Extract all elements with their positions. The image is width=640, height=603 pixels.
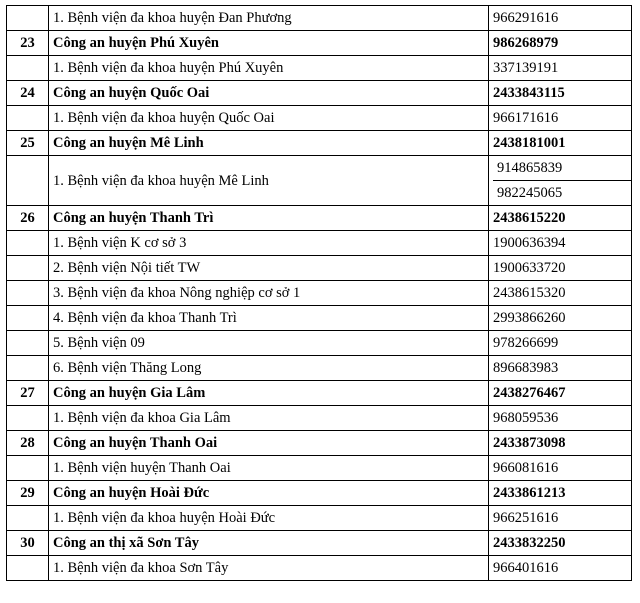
- phone-number: 2433861213: [489, 481, 632, 506]
- phone-number: 914865839: [497, 160, 563, 176]
- hospital-row: [7, 331, 632, 356]
- row-number: [7, 106, 49, 131]
- row-number: [7, 306, 49, 331]
- phone-number: 2438181001: [489, 131, 632, 156]
- hospital-name: 1. Bệnh viện K cơ sở 3: [49, 231, 489, 256]
- hospital-name: 1. Bệnh viện đa khoa Gia Lâm: [49, 406, 489, 431]
- phone-number: 2438615320: [489, 281, 632, 306]
- row-number: 30: [7, 531, 49, 556]
- hospital-name: 2. Bệnh viện Nội tiết TW: [49, 256, 489, 281]
- phone-number: 966171616: [489, 106, 632, 131]
- police-station-row: [7, 431, 632, 456]
- phone-number: 966291616: [489, 6, 632, 31]
- hospital-row: [7, 306, 632, 331]
- police-station-name: Công an huyện Mê Linh: [49, 131, 489, 156]
- row-number: [7, 506, 49, 531]
- phone-number: 2438615220: [489, 206, 632, 231]
- row-number: [7, 231, 49, 256]
- hospital-name: 5. Bệnh viện 09: [49, 331, 489, 356]
- phone-list: [493, 156, 631, 205]
- hospital-row: [7, 356, 632, 381]
- police-station-row: [7, 381, 632, 406]
- row-number: 24: [7, 81, 49, 106]
- hospital-row: [7, 231, 632, 256]
- hospital-name: 3. Bệnh viện đa khoa Nông nghiệp cơ sở 1: [49, 281, 489, 306]
- hospital-name: 1. Bệnh viện đa khoa huyện Phú Xuyên: [49, 56, 489, 81]
- row-number: 28: [7, 431, 49, 456]
- hospital-name: 1. Bệnh viện đa khoa huyện Mê Linh: [49, 156, 489, 206]
- hospital-name: 4. Bệnh viện đa khoa Thanh Trì: [49, 306, 489, 331]
- hospital-row: [7, 256, 632, 281]
- police-station-name: Công an huyện Phú Xuyên: [49, 31, 489, 56]
- contact-table-body: [7, 6, 632, 581]
- hospital-name: 6. Bệnh viện Thăng Long: [49, 356, 489, 381]
- hospital-row: [7, 556, 632, 581]
- phone-cell-multi: [489, 156, 632, 206]
- phone-number: 337139191: [489, 56, 632, 81]
- phone-number: 2433843115: [489, 81, 632, 106]
- phone-number: 968059536: [489, 406, 632, 431]
- hospital-row: [7, 506, 632, 531]
- row-number: [7, 156, 49, 206]
- phone-number: 2433832250: [489, 531, 632, 556]
- hospital-row: [7, 156, 632, 206]
- hospital-name: 1. Bệnh viện huyện Thanh Oai: [49, 456, 489, 481]
- phone-number: 978266699: [489, 331, 632, 356]
- row-number: [7, 556, 49, 581]
- phone-number: 966081616: [489, 456, 632, 481]
- row-number: [7, 281, 49, 306]
- row-number: [7, 356, 49, 381]
- hospital-row: [7, 6, 632, 31]
- hospital-name: 1. Bệnh viện đa khoa huyện Đan Phương: [49, 6, 489, 31]
- hospital-row: [7, 281, 632, 306]
- police-station-row: [7, 531, 632, 556]
- row-number: [7, 256, 49, 281]
- phone-number: 966401616: [489, 556, 632, 581]
- hospital-name: 1. Bệnh viện đa khoa huyện Hoài Đức: [49, 506, 489, 531]
- row-number: [7, 6, 49, 31]
- phone-number: 1900633720: [489, 256, 632, 281]
- phone-number: 982245065: [493, 180, 631, 205]
- hospital-row: [7, 106, 632, 131]
- police-station-row: [7, 81, 632, 106]
- phone-number: 2433873098: [489, 431, 632, 456]
- row-number: [7, 456, 49, 481]
- hospital-row: [7, 406, 632, 431]
- police-station-row: [7, 481, 632, 506]
- phone-number: 2993866260: [489, 306, 632, 331]
- police-station-name: Công an huyện Thanh Trì: [49, 206, 489, 231]
- phone-number: 2438276467: [489, 381, 632, 406]
- phone-number: 966251616: [489, 506, 632, 531]
- row-number: [7, 406, 49, 431]
- hospital-row: [7, 456, 632, 481]
- police-station-name: Công an thị xã Sơn Tây: [49, 531, 489, 556]
- police-station-name: Công an huyện Thanh Oai: [49, 431, 489, 456]
- phone-number: 986268979: [489, 31, 632, 56]
- row-number: 26: [7, 206, 49, 231]
- contact-table: [6, 5, 632, 581]
- phone-number: 896683983: [489, 356, 632, 381]
- row-number: [7, 56, 49, 81]
- police-station-row: [7, 31, 632, 56]
- police-station-name: Công an huyện Gia Lâm: [49, 381, 489, 406]
- hospital-row: [7, 56, 632, 81]
- phone-number: 1900636394: [489, 231, 632, 256]
- row-number: 29: [7, 481, 49, 506]
- hospital-name: 1. Bệnh viện đa khoa huyện Quốc Oai: [49, 106, 489, 131]
- row-number: [7, 331, 49, 356]
- row-number: 27: [7, 381, 49, 406]
- police-station-row: [7, 131, 632, 156]
- row-number: 25: [7, 131, 49, 156]
- police-station-name: Công an huyện Quốc Oai: [49, 81, 489, 106]
- police-station-row: [7, 206, 632, 231]
- row-number: 23: [7, 31, 49, 56]
- hospital-name: 1. Bệnh viện đa khoa Sơn Tây: [49, 556, 489, 581]
- police-station-name: Công an huyện Hoài Đức: [49, 481, 489, 506]
